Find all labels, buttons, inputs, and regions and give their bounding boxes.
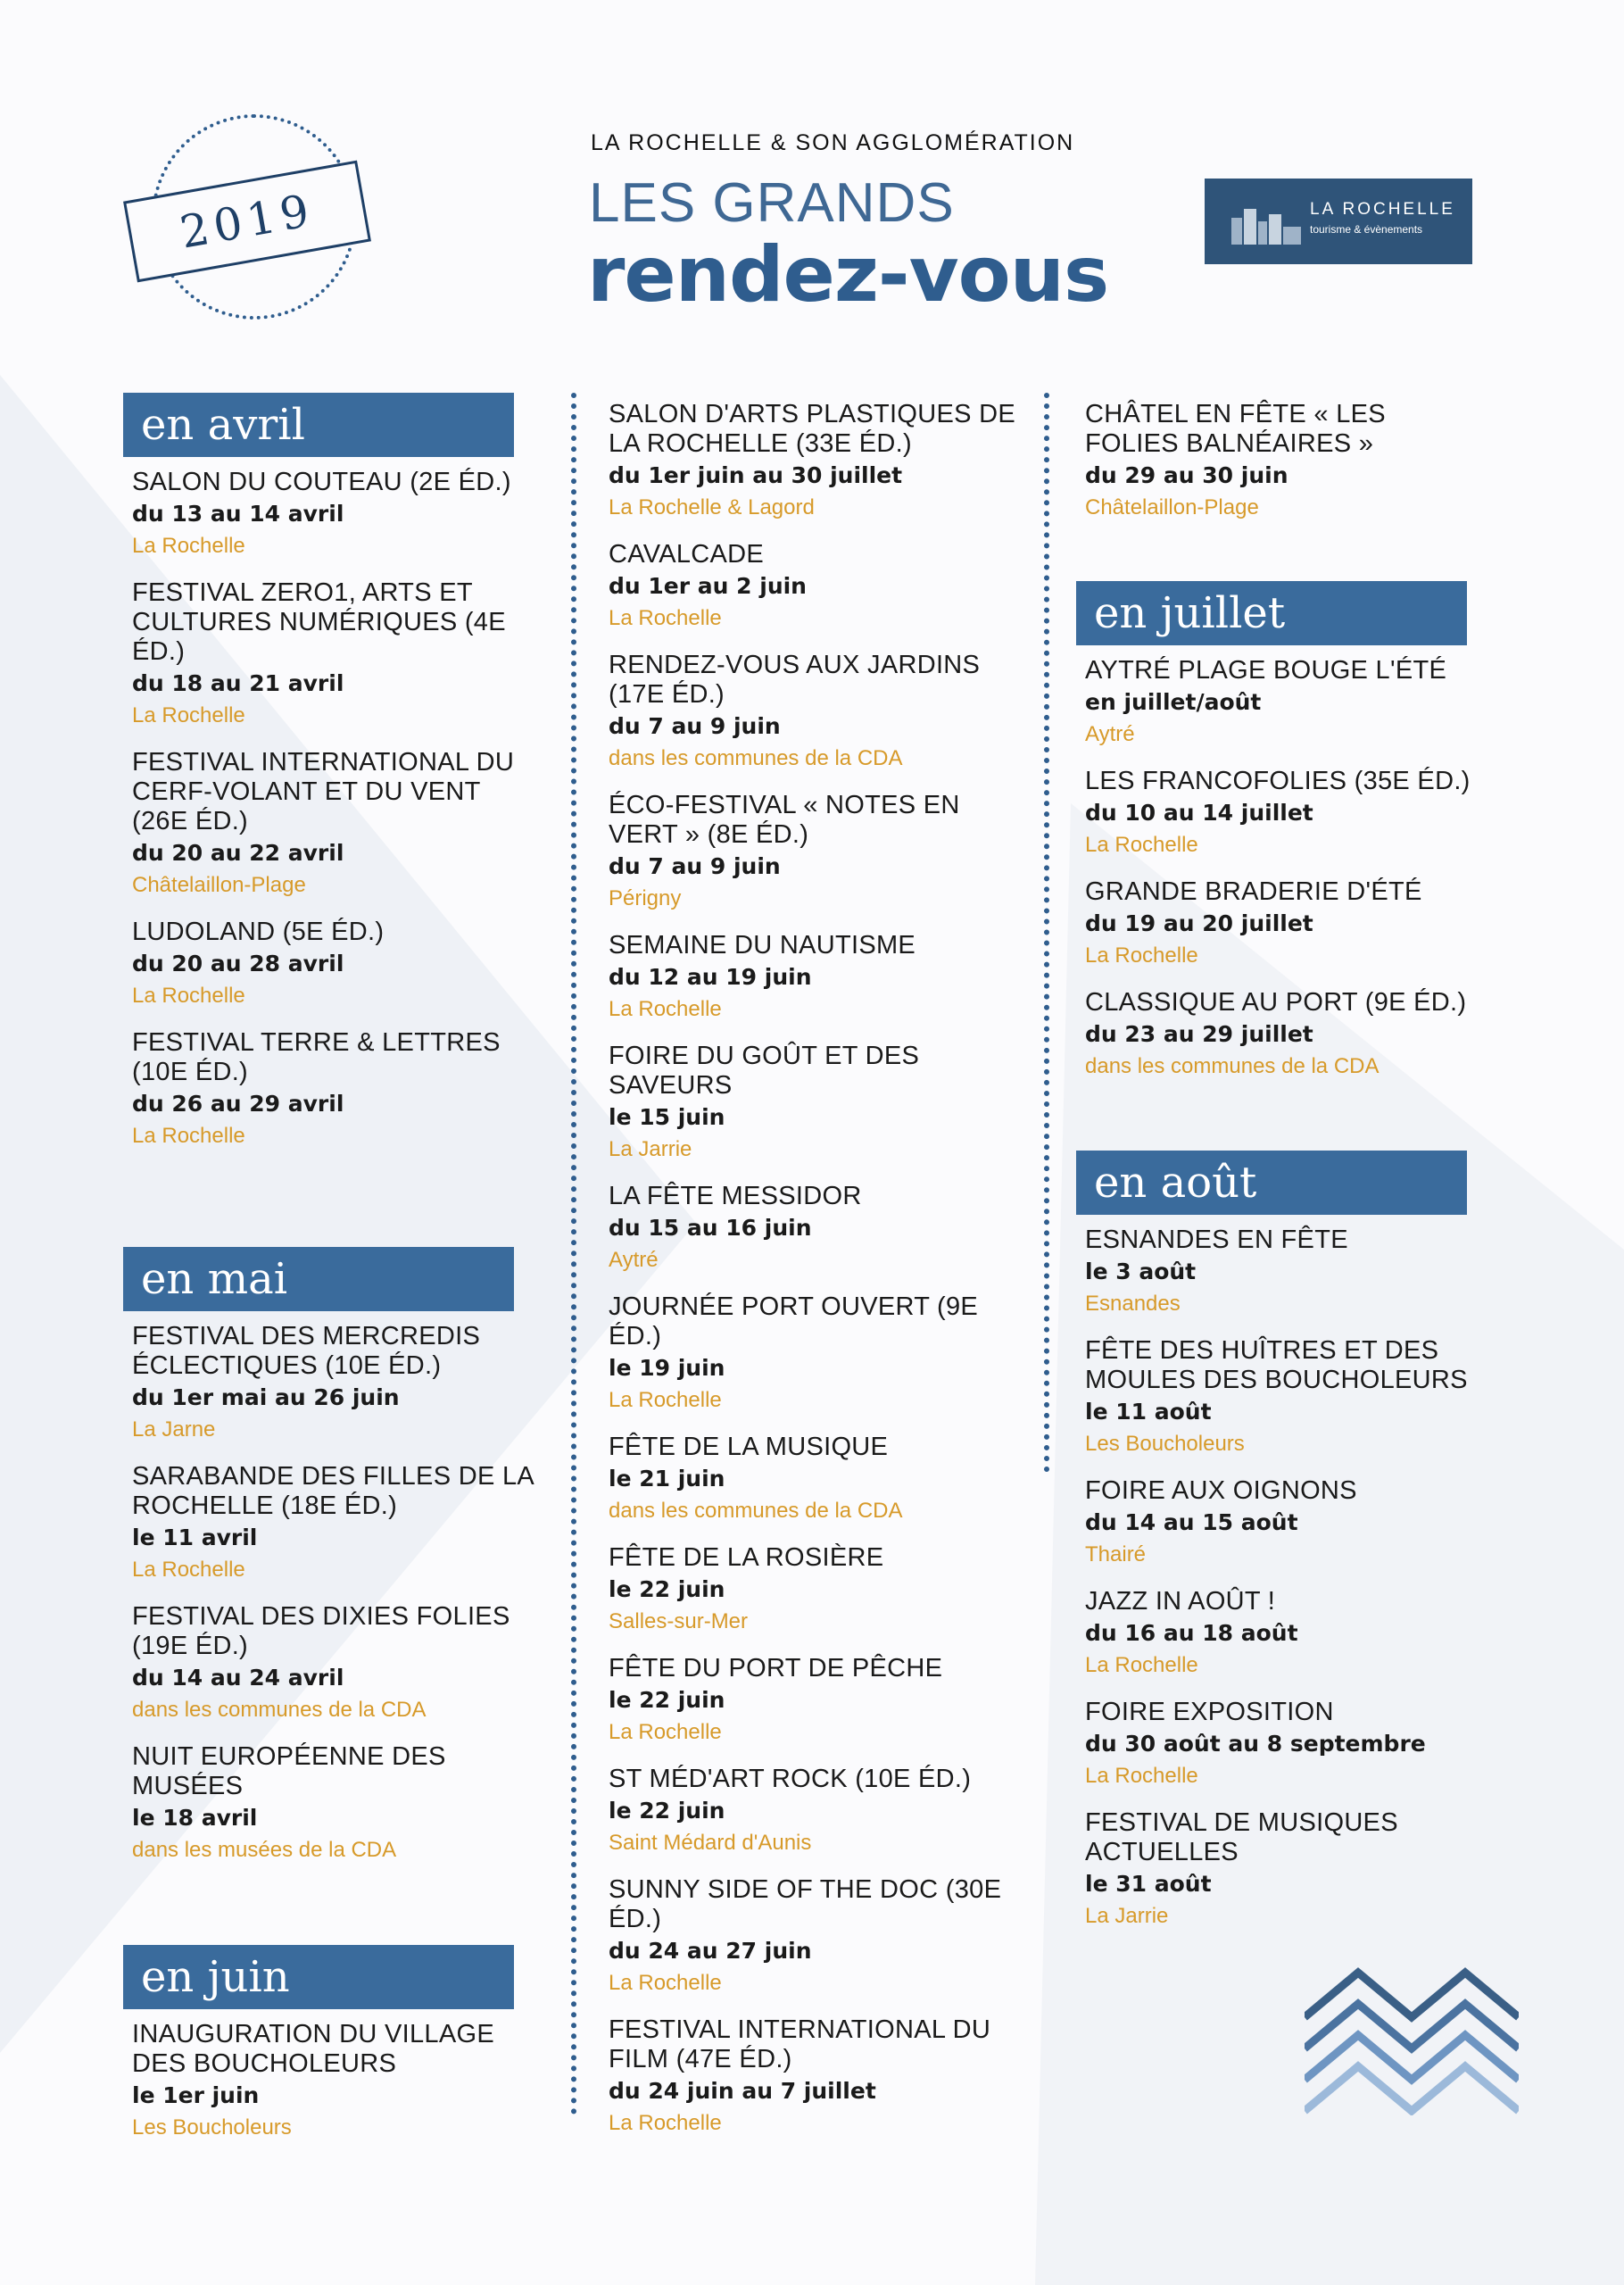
spacer [1076, 540, 1487, 581]
event-date: du 12 au 19 juin [609, 964, 812, 990]
event-date: du 1er juin au 30 juillet [609, 462, 903, 488]
event-place: Thairé [1085, 1542, 1147, 1566]
month-header-avril: en avril [123, 393, 514, 457]
event-item [1085, 1336, 1487, 1459]
event-item [609, 400, 1019, 523]
event-place: La Rochelle [609, 997, 722, 1021]
event-date: du 16 au 18 août [1085, 1620, 1298, 1646]
spacer [123, 1882, 534, 1945]
buildings-icon [1231, 205, 1303, 245]
event-item [132, 1028, 534, 1151]
event-item [132, 1602, 534, 1725]
event-item [132, 578, 534, 731]
event-item [1085, 656, 1487, 750]
event-place: La Rochelle [609, 606, 722, 630]
page-title-line1: LES GRANDS [589, 172, 955, 234]
event-item [609, 1543, 1019, 1637]
event-title: SALON DU COUTEAU (2E ÉD.) [132, 468, 511, 496]
event-title: FOIRE EXPOSITION [1085, 1698, 1334, 1726]
logo-subtitle: tourisme & évènements [1310, 223, 1423, 236]
month-header-mai: en mai [123, 1247, 514, 1311]
event-place: La Rochelle [132, 1124, 245, 1148]
event-place: La Rochelle [132, 984, 245, 1008]
event-item [1085, 1587, 1487, 1681]
column-3 [1076, 400, 1487, 1948]
event-date: du 1er mai au 26 juin [132, 1384, 400, 1410]
event-title: FESTIVAL ZERO1, ARTS ET CULTURES NUMÉRIQUES (4E ÉD.) [132, 578, 506, 666]
column-1 [123, 393, 534, 2160]
column-separator-1 [571, 393, 576, 2115]
event-title: FÊTE DU PORT DE PÊCHE [609, 1654, 943, 1683]
event-item [609, 931, 1019, 1025]
event-date: du 7 au 9 juin [609, 713, 781, 739]
event-title: SEMAINE DU NAUTISME [609, 931, 916, 960]
event-place: La Rochelle [132, 1558, 245, 1582]
event-place: La Rochelle [609, 1720, 722, 1744]
event-date: le 31 août [1085, 1871, 1212, 1897]
event-date: du 24 au 27 juin [609, 1938, 812, 1964]
event-place: dans les communes de la CDA [132, 1698, 427, 1722]
event-place: Les Boucholeurs [132, 2115, 292, 2140]
event-item [609, 1182, 1019, 1275]
event-item [609, 1654, 1019, 1748]
event-date: du 14 au 24 avril [132, 1665, 344, 1691]
year-label: 2019 [123, 161, 371, 283]
page-title-line2: rendez-vous [587, 230, 1109, 320]
event-date: le 18 avril [132, 1805, 258, 1831]
column-2 [600, 400, 1019, 2156]
event-title: JOURNÉE PORT OUVERT (9E ÉD.) [609, 1292, 979, 1350]
event-place: La Rochelle [132, 534, 245, 558]
event-date: du 24 juin au 7 juillet [609, 2078, 876, 2104]
event-date: en juillet/août [1085, 689, 1262, 715]
event-place: La Jarrie [1085, 1904, 1169, 1928]
event-title: CAVALCADE [609, 540, 765, 569]
events-juillet [1076, 656, 1487, 1082]
spacer [123, 1168, 534, 1247]
event-date: du 13 au 14 avril [132, 501, 344, 527]
event-date: le 22 juin [609, 1687, 725, 1713]
events-aout [1076, 1226, 1487, 1932]
event-item [609, 1042, 1019, 1165]
event-title: JAZZ IN AOÛT ! [1085, 1587, 1276, 1616]
event-title: FOIRE AUX OIGNONS [1085, 1476, 1357, 1505]
event-place: Châtelaillon-Plage [1085, 495, 1259, 519]
event-date: du 29 au 30 juin [1085, 462, 1288, 488]
event-date: du 19 au 20 juillet [1085, 910, 1313, 936]
event-item [1085, 1808, 1487, 1932]
event-title: FÊTE DE LA ROSIÈRE [609, 1543, 884, 1572]
event-item [132, 748, 534, 901]
month-header-aout: en août [1076, 1151, 1467, 1215]
event-item [132, 918, 534, 1011]
event-title: AYTRÉ PLAGE BOUGE L'ÉTÉ [1085, 656, 1447, 685]
event-title: CLASSIQUE AU PORT (9E ÉD.) [1085, 988, 1467, 1017]
event-item [1085, 400, 1487, 523]
events-avril [123, 468, 534, 1151]
event-title: LUDOLAND (5E ÉD.) [132, 918, 385, 946]
event-place: La Rochelle [1085, 1653, 1198, 1677]
column-separator-2 [1044, 393, 1049, 1473]
year-stamp [152, 114, 357, 320]
event-item [132, 468, 534, 561]
event-item [132, 2020, 534, 2143]
event-item [132, 1742, 534, 1865]
event-date: du 18 au 21 avril [132, 670, 344, 696]
event-item [609, 651, 1019, 774]
event-item [132, 1322, 534, 1445]
event-title: SUNNY SIDE OF THE DOC (30E ÉD.) [609, 1875, 1002, 1933]
event-title: FÊTE DES HUÎTRES ET DES MOULES DES BOUCHOLEURS [1085, 1336, 1468, 1394]
event-title: INAUGURATION DU VILLAGE DES BOUCHOLEURS [132, 2020, 494, 2078]
event-date: du 7 au 9 juin [609, 853, 781, 879]
event-title: FESTIVAL TERRE & LETTRES (10E ÉD.) [132, 1028, 501, 1086]
event-place: La Rochelle [1085, 943, 1198, 968]
event-date: le 22 juin [609, 1576, 725, 1602]
event-title: FESTIVAL DES DIXIES FOLIES (19E ÉD.) [132, 1602, 510, 1660]
event-title: LES FRANCOFOLIES (35E ÉD.) [1085, 767, 1471, 795]
event-title: LA FÊTE MESSIDOR [609, 1182, 862, 1210]
event-item [1085, 1226, 1487, 1319]
event-title: NUIT EUROPÉENNE DES MUSÉES [132, 1742, 446, 1800]
events-juin [123, 2020, 534, 2143]
event-place: Aytré [1085, 722, 1135, 746]
event-title: FOIRE DU GOÛT ET DES SAVEURS [609, 1042, 920, 1100]
event-item [132, 1462, 534, 1585]
event-date: du 30 août au 8 septembre [1085, 1731, 1426, 1757]
event-date: le 1er juin [132, 2082, 260, 2108]
event-title: GRANDE BRADERIE D'ÉTÉ [1085, 877, 1422, 906]
event-title: FÊTE DE LA MUSIQUE [609, 1433, 889, 1461]
event-place: Esnandes [1085, 1292, 1181, 1316]
event-place: dans les communes de la CDA [609, 746, 903, 770]
event-item [609, 791, 1019, 914]
event-place: Saint Médard d'Aunis [609, 1831, 812, 1855]
events-mai [123, 1322, 534, 1865]
event-date: le 11 août [1085, 1399, 1212, 1425]
event-place: La Rochelle [1085, 1764, 1198, 1788]
event-place: La Rochelle [609, 1388, 722, 1412]
event-date: le 21 juin [609, 1466, 725, 1491]
event-title: ST MÉD'ART ROCK (10E ÉD.) [609, 1765, 972, 1793]
event-date: le 3 août [1085, 1259, 1197, 1284]
event-item [1085, 877, 1487, 971]
event-date: le 15 juin [609, 1104, 725, 1130]
event-place: dans les communes de la CDA [609, 1499, 903, 1523]
event-place: La Rochelle [609, 1971, 722, 1995]
event-place: La Rochelle [609, 2111, 722, 2135]
event-place: La Rochelle & Lagord [609, 495, 815, 519]
event-title: ÉCO-FESTIVAL « NOTES EN VERT » (8E ÉD.) [609, 791, 960, 849]
event-date: du 20 au 22 avril [132, 840, 344, 866]
event-date: du 23 au 29 juillet [1085, 1021, 1313, 1047]
event-date: du 26 au 29 avril [132, 1091, 344, 1117]
month-header-juillet: en juillet [1076, 581, 1467, 645]
event-date: du 1er au 2 juin [609, 573, 807, 599]
event-date: du 10 au 14 juillet [1085, 800, 1313, 826]
event-title: FESTIVAL DES MERCREDIS ÉCLECTIQUES (10E ÉD.) [132, 1322, 481, 1380]
event-item [609, 2015, 1019, 2139]
logo-name: LA ROCHELLE [1310, 200, 1455, 219]
event-title: FESTIVAL INTERNATIONAL DU FILM (47E ÉD.) [609, 2015, 991, 2073]
event-title: SALON D'ARTS PLASTIQUES DE LA ROCHELLE (33E ÉD.) [609, 400, 1015, 458]
event-date: le 22 juin [609, 1798, 725, 1824]
event-place: La Jarne [132, 1417, 216, 1442]
event-date: le 19 juin [609, 1355, 725, 1381]
event-place: Aytré [609, 1248, 659, 1272]
event-date: du 20 au 28 avril [132, 951, 344, 976]
event-place: La Jarrie [609, 1137, 692, 1161]
event-title: SARABANDE DES FILLES DE LA ROCHELLE (18E ÉD.) [132, 1462, 534, 1520]
event-item [609, 1875, 1019, 1998]
event-place: dans les musées de la CDA [132, 1838, 397, 1862]
event-place: La Rochelle [1085, 833, 1198, 857]
event-item [609, 1292, 1019, 1416]
event-item [609, 540, 1019, 634]
event-place: Châtelaillon-Plage [132, 873, 306, 897]
event-place: Les Boucholeurs [1085, 1432, 1245, 1456]
event-item [609, 1433, 1019, 1526]
event-item [1085, 767, 1487, 860]
event-title: FESTIVAL INTERNATIONAL DU CERF-VOLANT ET DU VENT (26E ÉD.) [132, 748, 515, 835]
event-item [1085, 988, 1487, 1082]
zigzag-decoration [1305, 1964, 1519, 2115]
event-title: RENDEZ-VOUS AUX JARDINS (17E ÉD.) [609, 651, 981, 709]
event-item [609, 1765, 1019, 1858]
event-item [1085, 1698, 1487, 1791]
event-title: CHÂTEL EN FÊTE « LES FOLIES BALNÉAIRES » [1085, 400, 1386, 458]
supertitle: LA ROCHELLE & SON AGGLOMÉRATION [591, 130, 1075, 155]
event-place: Périgny [609, 886, 682, 910]
event-date: du 15 au 16 juin [609, 1215, 812, 1241]
spacer [1076, 1099, 1487, 1151]
month-header-juin: en juin [123, 1945, 514, 2009]
la-rochelle-logo [1205, 179, 1472, 264]
event-title: FESTIVAL DE MUSIQUES ACTUELLES [1085, 1808, 1398, 1866]
event-place: La Rochelle [132, 703, 245, 727]
event-item [1085, 1476, 1487, 1570]
event-date: le 11 avril [132, 1525, 258, 1550]
event-place: dans les communes de la CDA [1085, 1054, 1380, 1078]
event-place: Salles-sur-Mer [609, 1609, 749, 1633]
event-date: du 14 au 15 août [1085, 1509, 1298, 1535]
event-title: ESNANDES EN FÊTE [1085, 1226, 1348, 1254]
